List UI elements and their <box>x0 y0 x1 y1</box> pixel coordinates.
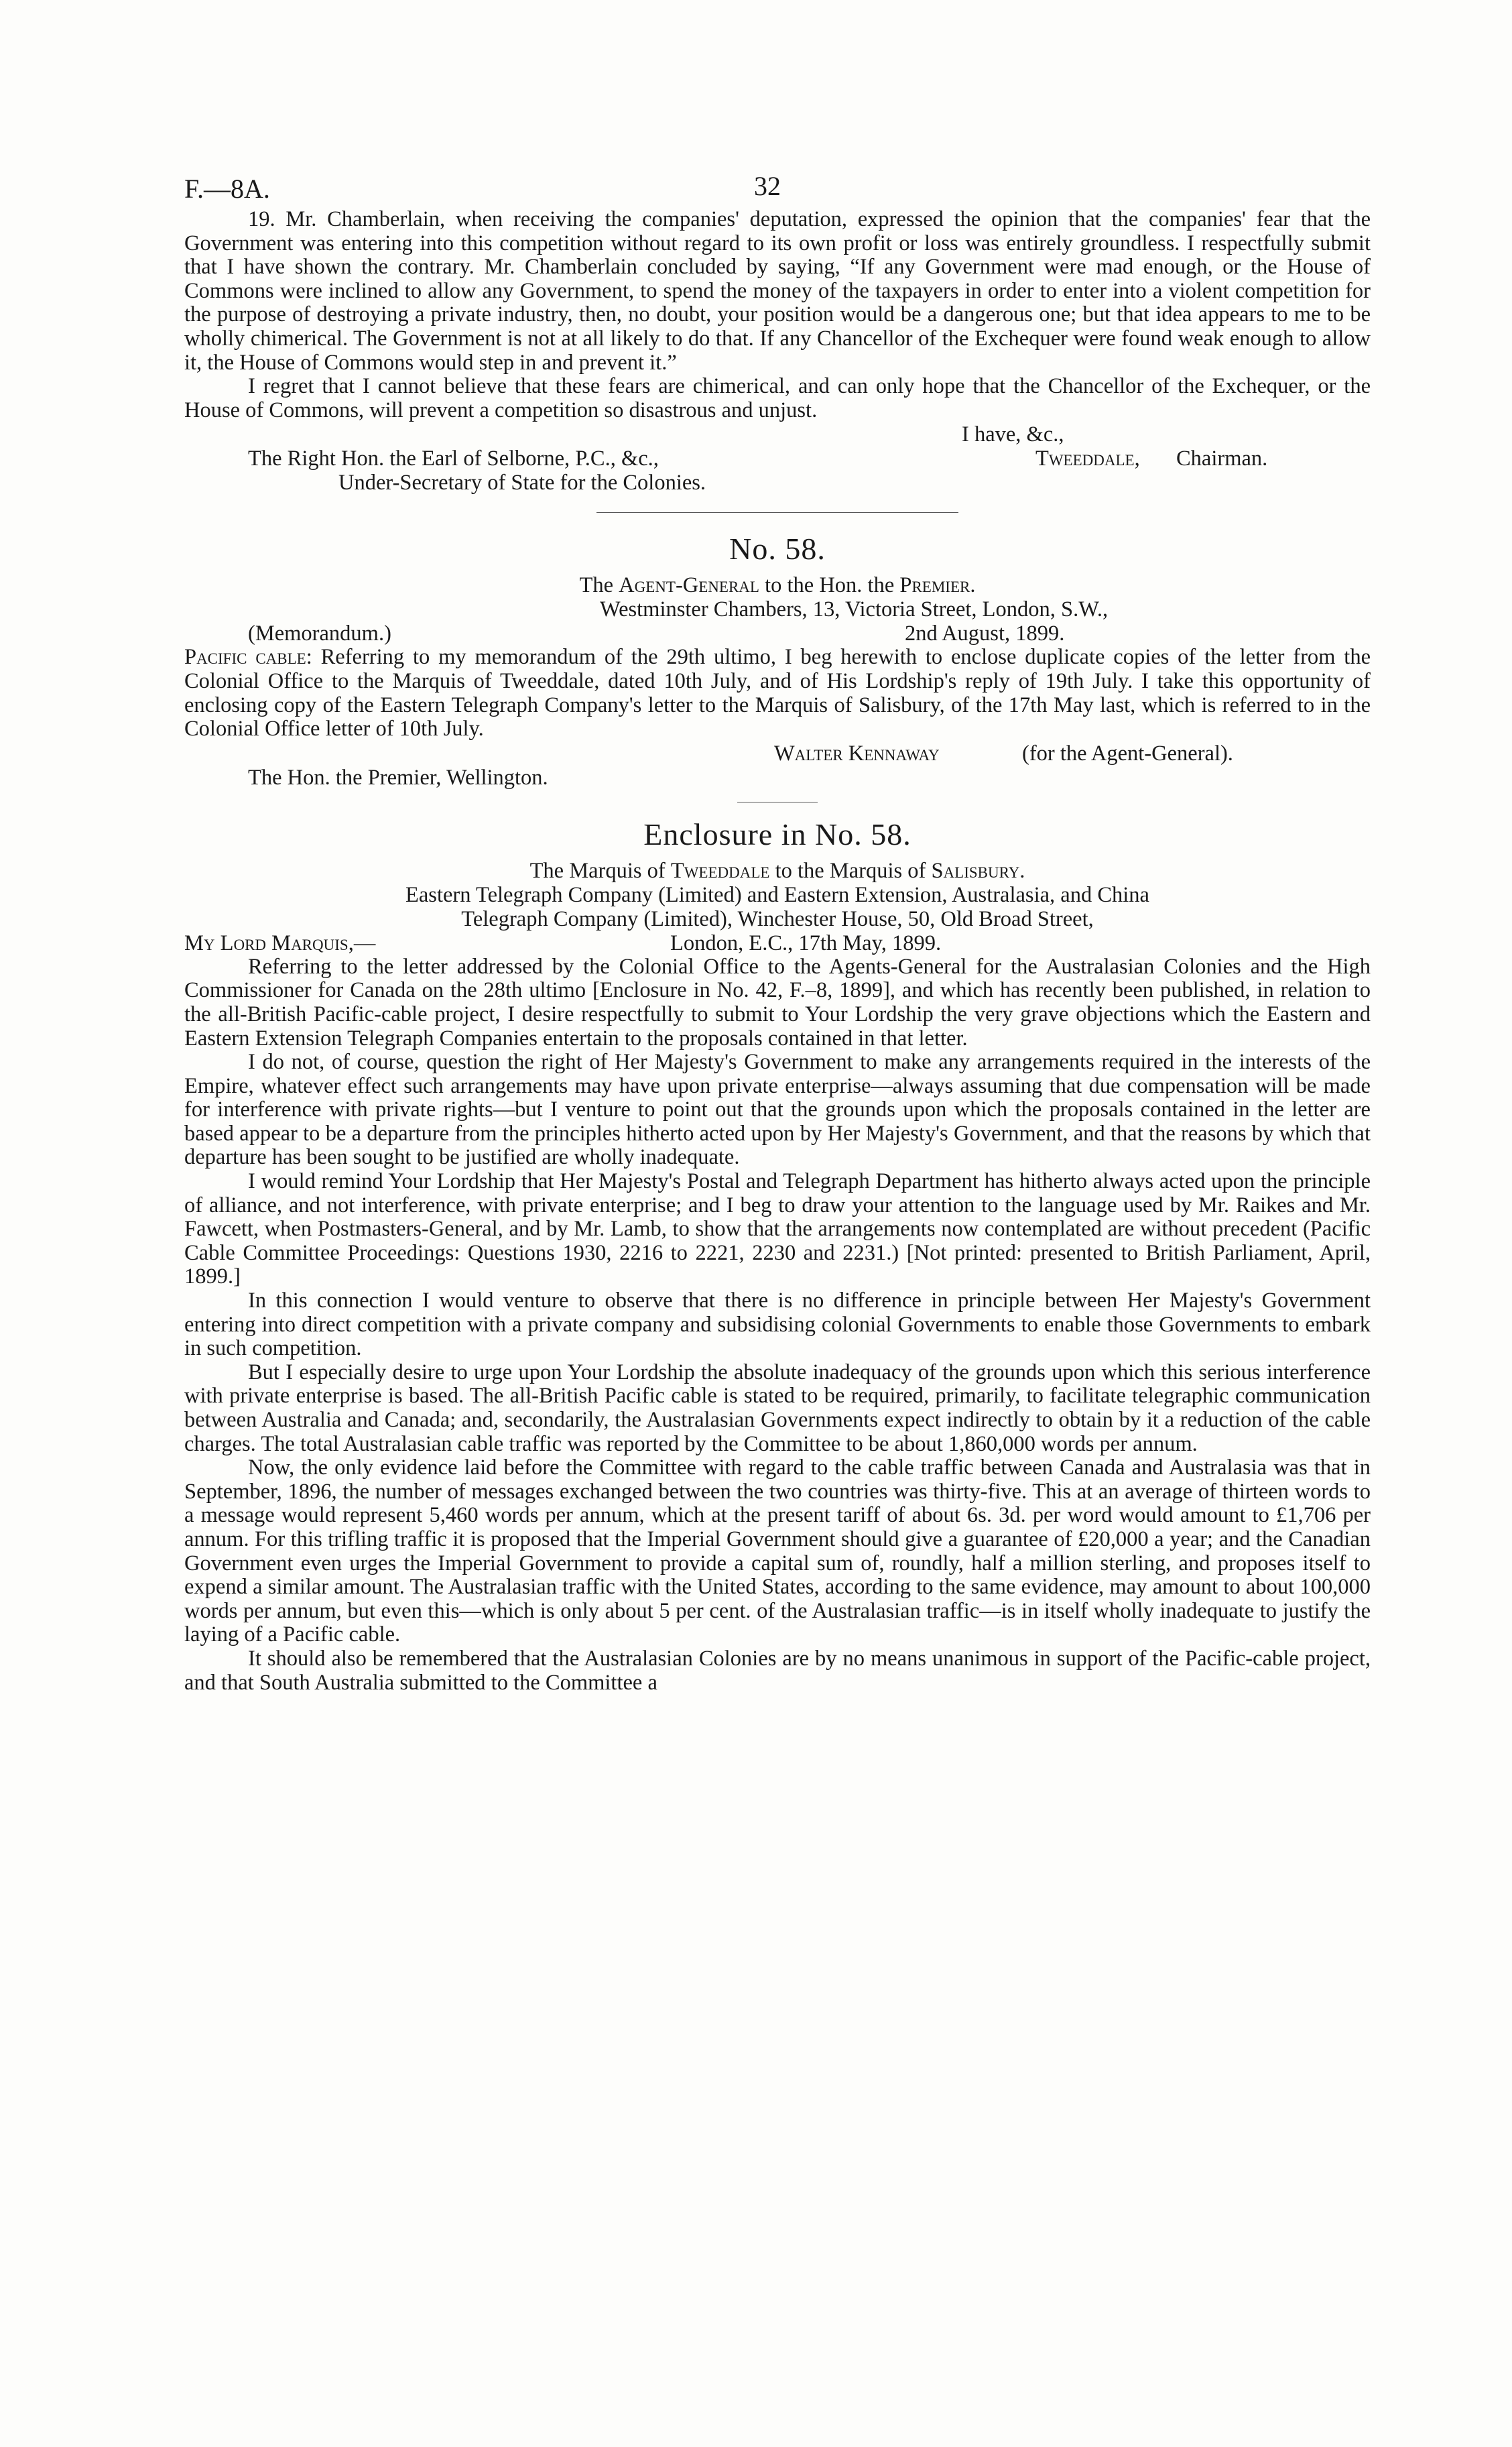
addressee-line <box>184 446 1371 471</box>
enclosure-paragraph: I would remind Your Lordship that Her Majesty's Postal and Telegraph Department has hitherto always acted upon the principle of alliance, and not interference, with private enterprise; and I beg to draw your attention to the language used by Mr. Raikes and Mr. Fawcett, when Postmasters-General, and by Mr. Lamb, to show that the arrangements now contemplated are without precedent (Pacific Cable Committee Proceedings: Questions 1930, 2216 to 2221, 2230 and 2231.) [Not printed: presented to British Parliament, April, 1899.] <box>184 1169 1371 1289</box>
document-page <box>184 161 1371 1695</box>
signatory: Tweeddale, <box>1035 446 1140 471</box>
no58-body: Pacific cable: Referring to my memorandum of the 29th ultimo, I beg herewith to enclose duplicate copies of the letter from the Colonial Office to the Marquis of Tweeddale, dated 10th July, and of His Lordship's reply of 19th July. I take this opportunity of enclosing copy of the Eastern Telegraph Company's letter to the Marquis of Salisbury, of the 17th May last, which is referred to in the Colonial Office letter of 10th July. <box>184 645 1371 741</box>
page-header <box>184 161 1371 208</box>
no58-address: Westminster Chambers, 13, Victoria Street, London, S.W., <box>600 597 1109 622</box>
enclosure-paragraph: But I especially desire to urge upon Your Lordship the absolute inadequacy of the grounds upon which this serious interference with private enterprise is based. The all-British Pacific cable is stated to be required, primarily, to facilitate telegraphic communication between Australia and Canada; and, secondarily, the Australasian Governments expect indirectly to obtain by it a reduction of the cable charges. The total Australasian cable traffic was reported by the Committee to be about 1,860,000 words per annum. <box>184 1360 1371 1456</box>
no58-signature-line <box>184 741 1371 766</box>
enclosure-address-2: Telegraph Company (Limited), Winchester House, 50, Old Broad Street, <box>461 906 1094 931</box>
page-number: 32 <box>754 171 781 201</box>
addressee-title: Under-Secretary of State for the Colonies. <box>338 471 706 495</box>
no58-from-to: The Agent-General to the Hon. the Premier. <box>579 573 976 598</box>
enclosure-paragraph: I do not, of course, question the right of Her Majesty's Government to make any arrangements required in the interests of the Empire, whatever effect such arrangements may have upon private enterprise—always assuming that due compensation will be made for interference with private rights—but I venture to point out that the grounds upon which the proposals contained in the letter are based appear to be a departure from the principles hitherto acted upon by Her Majesty's Government, and that the reasons by which that departure has been sought to be justified are wholly inadequate. <box>184 1050 1371 1170</box>
document-reference: F.—8A. <box>184 174 270 204</box>
enclosure-paragraph: Now, the only evidence laid before the Committee with regard to the cable traffic between Canada and Australasia was that in September, 1896, the number of messages exchanged between the two countries was thirty-five. This at an average of thirteen words to a message would represent 5,460 words per annum, which at the present tariff of about 6s. 3d. per word would amount to £1,706 per annum. For this trifling traffic it is proposed that the Imperial Government should give a guarantee of £20,000 a year; and the Canadian Government even urges the Imperial Government to provide a capital sum of, roundly, half a million sterling, and proposes itself to expend a similar amount. The Australasian traffic with the United States, according to the same evidence, may amount to about 100,000 words per annum, but even this—which is only about 5 per cent. of the Australasian traffic—is in itself wholly inadequate to justify the laying of a Pacific cable. <box>184 1455 1371 1647</box>
no58-signatory-note: (for the Agent-General). <box>1022 741 1233 766</box>
paragraph-regret: I regret that I cannot believe that these fears are chimerical, and can only hope that the Chancellor of the Exchequer, or the House of Commons, will prevent a competition so disastrous and unjust. <box>184 374 1371 422</box>
addressee: The Right Hon. the Earl of Selborne, P.C., &c., <box>248 446 659 471</box>
memo-label: (Memorandum.) <box>248 621 391 646</box>
enclosure-paragraph: In this connection I would venture to observe that there is no difference in principle between Her Majesty's Government entering into direct competition with a private company and subsidising colonial Governments to enable those Governments to embark in such competition. <box>184 1289 1371 1361</box>
no58-heading: No. 58. <box>729 532 826 566</box>
no58-signatory: Walter Kennaway <box>774 741 940 766</box>
subject-label: Pacific cable <box>184 645 306 670</box>
addressee-title-line <box>184 471 1371 495</box>
salutation-line <box>184 931 1371 955</box>
no58-recipient-line <box>184 766 1371 790</box>
enclosure-date: London, E.C., 17th May, 1899. <box>670 931 942 955</box>
enclosure-address-1: Eastern Telegraph Company (Limited) and Eastern Extension, Australasia, and China <box>405 882 1149 907</box>
salutation: My Lord Marquis,— <box>184 931 376 955</box>
enclosure-paragraph: It should also be remembered that the Australasian Colonies are by no means unanimous in support of the Pacific-cable project, and that South Australia submitted to the Committee a <box>184 1646 1371 1695</box>
enclosure-paragraph: Referring to the letter addressed by the Colonial Office to the Agents-General for the Australasian Colonies and the High Commissioner for Canada on the 28th ultimo [Enclosure in No. 42, F.–8, 1899], and which has recently been published, in relation to the all-British Pacific-cable project, I desire respectfully to submit to Your Lordship the very grave objections which the Eastern and Eastern Extension Telegraph Companies entertain to the proposals contained in that letter. <box>184 954 1371 1051</box>
section-divider <box>596 512 958 513</box>
signatory-title: Chairman. <box>1176 446 1268 471</box>
closing: I have, &c., <box>962 422 1064 447</box>
enclosure-from-to: The Marquis of Tweeddale to the Marquis of Salisbury. <box>529 858 1025 883</box>
no58-date: 2nd August, 1899. <box>905 621 1065 646</box>
paragraph-19: 19. Mr. Chamberlain, when receiving the companies' deputation, expressed the opinion that the companies' fear that the Government was entering into this competition without regard to its own profit or loss was entirely groundless. I respectfully submit that I have shown the contrary. Mr. Chamberlain concluded by saying, “If any Government were mad enough, or the House of Commons were inclined to allow any Government, to spend the money of the taxpayers in order to enter into a violent competition for the purpose of destroying a private industry, then, no doubt, your position would be a dangerous one; but that idea appears to me to be wholly chimerical. The Government is not at all likely to do that. If any Chancellor of the Exchequer were found weak enough to allow it, the House of Commons would step in and prevent it.” <box>184 207 1371 375</box>
closing-line <box>184 422 1371 446</box>
no58-memo-line <box>184 621 1371 646</box>
no58-recipient: The Hon. the Premier, Wellington. <box>248 765 548 790</box>
enclosure-heading: Enclosure in No. 58. <box>643 817 911 851</box>
no58-address-line <box>184 597 1371 621</box>
